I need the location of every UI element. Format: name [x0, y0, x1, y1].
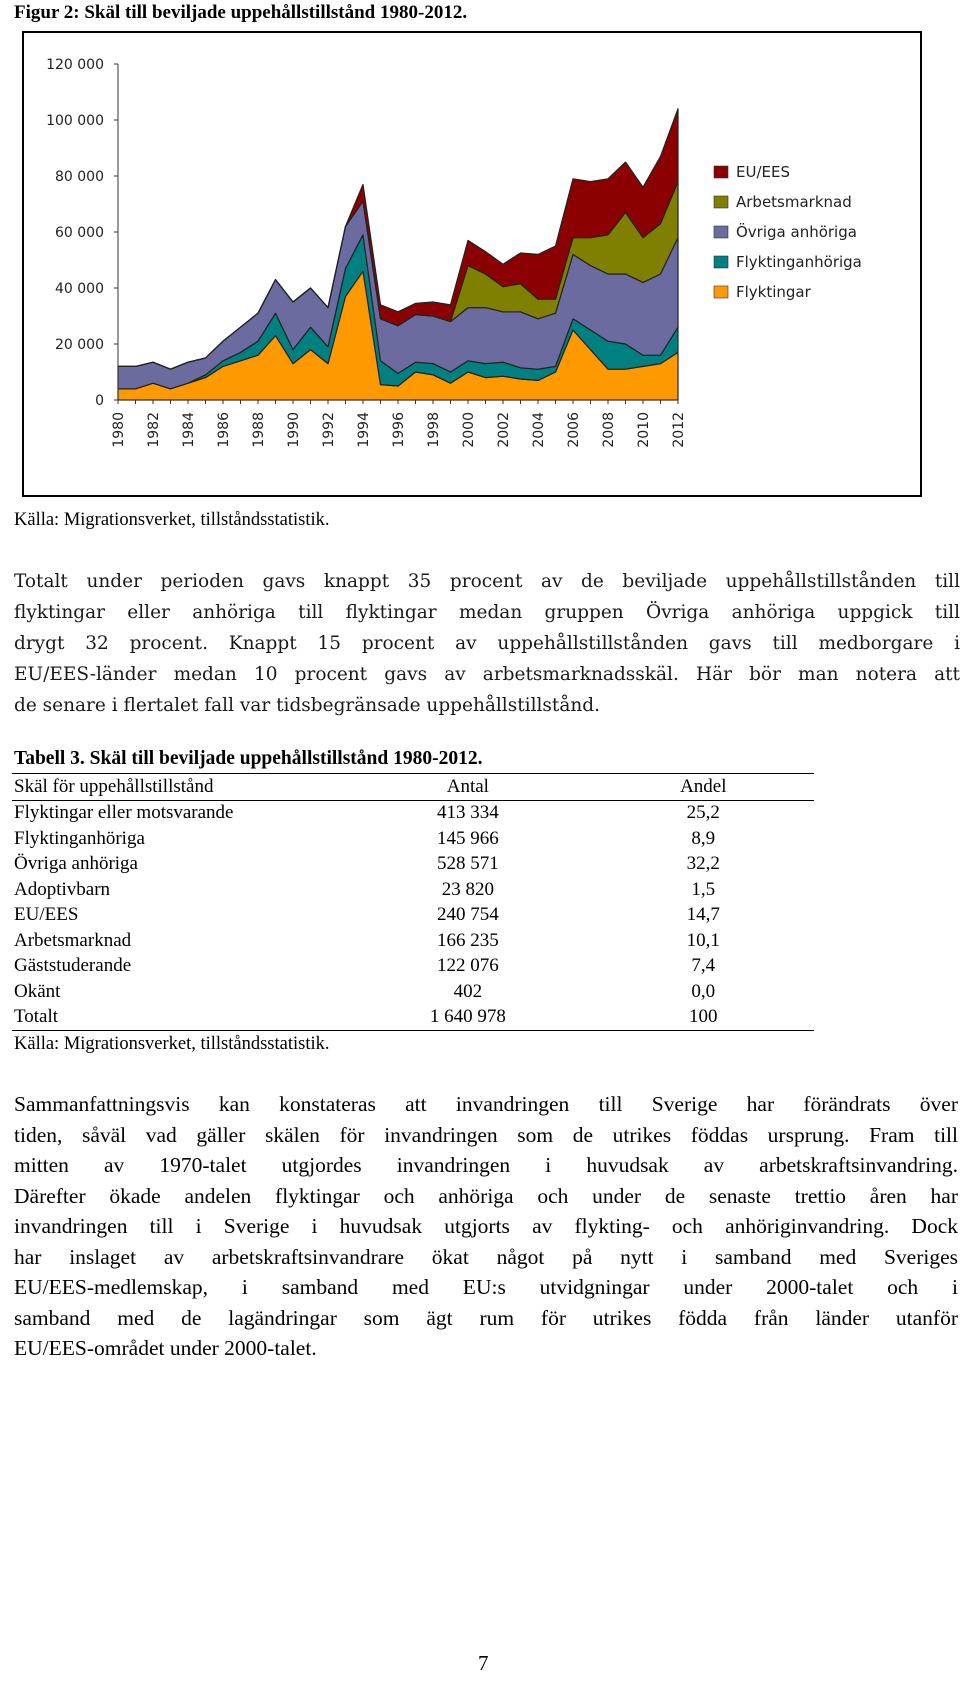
- y-tick-label: 0: [95, 393, 104, 409]
- paragraph-2: [14, 1089, 958, 1364]
- table-cell: 122 076: [436, 955, 499, 977]
- table-cell: 413 334: [436, 802, 499, 824]
- table-cell: 10,1: [686, 929, 720, 951]
- table-row: [12, 826, 814, 852]
- x-tick-label: 1988: [251, 412, 267, 448]
- table-row: [12, 928, 814, 954]
- figure-source: Källa: Migrationsverket, tillståndsstatistik.: [14, 510, 330, 530]
- table-cell: EU/EES: [14, 904, 79, 926]
- legend-label: EU/EES: [736, 163, 790, 181]
- paragraph-line: Totalt under perioden gavs knappt 35 procent av de beviljade uppehållstillstånden till: [14, 571, 960, 592]
- x-tick-label: 2004: [531, 412, 547, 448]
- x-tick-label: 1984: [181, 412, 197, 448]
- y-tick-label: 80 000: [55, 169, 104, 185]
- stacked-area-chart: [24, 33, 920, 495]
- table-cell: Övriga anhöriga: [14, 853, 138, 875]
- legend-label: Flyktingar: [736, 283, 811, 301]
- table-title: Tabell 3. Skäl till beviljade uppehållstillstånd 1980-2012.: [14, 748, 483, 769]
- table-cell: Okänt: [14, 980, 61, 1002]
- x-tick-label: 1986: [216, 412, 232, 448]
- table-cell: 166 235: [436, 929, 499, 951]
- table-row: [12, 800, 814, 826]
- x-tick-label: 2000: [461, 412, 477, 448]
- x-tick-label: 1998: [426, 412, 442, 448]
- legend-swatch: [714, 286, 728, 298]
- column-header: Antal: [343, 774, 592, 801]
- x-tick-label: 1990: [286, 412, 302, 448]
- table-cell: 145 966: [436, 827, 499, 849]
- legend-swatch: [714, 256, 728, 268]
- x-tick-label: 1992: [321, 412, 337, 448]
- table-cell: 25,2: [686, 802, 720, 824]
- table-cell: 100: [593, 1005, 814, 1031]
- page-number: 7: [478, 1651, 489, 1675]
- legend-swatch: [714, 226, 728, 238]
- y-tick-label: 20 000: [55, 337, 104, 353]
- x-tick-label: 1980: [111, 412, 127, 448]
- table-source: Källa: Migrationsverket, tillståndsstatistik.: [14, 1034, 330, 1054]
- table-cell: Gäststuderande: [14, 955, 132, 977]
- chart-areas: [118, 109, 678, 400]
- table-cell: Arbetsmarknad: [14, 929, 132, 951]
- legend-label: Arbetsmarknad: [736, 193, 852, 211]
- x-tick-label: 1996: [391, 412, 407, 448]
- table-cell: 32,2: [686, 853, 720, 875]
- chart-legend: [714, 163, 862, 301]
- table-cell: 7,4: [691, 955, 716, 977]
- table-cell: 240 754: [436, 904, 499, 926]
- table-row: [12, 954, 814, 980]
- paragraph-line: tiden, såväl vad gäller skälen för invandringen som de utrikes föddas ursprung. Fram till: [14, 1122, 958, 1147]
- y-tick-label: 120 000: [46, 57, 104, 73]
- table-cell: Flyktingar eller motsvarande: [14, 802, 234, 824]
- x-tick-label: 2006: [566, 412, 582, 448]
- reasons-table: [12, 773, 814, 1031]
- table-cell: Flyktinganhöriga: [14, 827, 145, 849]
- column-header: Skäl för uppehållstillstånd: [12, 774, 343, 801]
- paragraph-line: EU/EES-medlemskap, i samband med EU:s utvidgningar under 2000-talet och i: [14, 1275, 958, 1299]
- table-cell: 1,5: [691, 878, 716, 900]
- paragraph-line: mitten av 1970-talet utgjordes invandringen i huvudsak av arbetskraftsinvandring.: [14, 1153, 958, 1177]
- legend-swatch: [714, 196, 728, 208]
- table-cell: 0,0: [691, 980, 716, 1002]
- paragraph-line: de senare i flertalet fall var tidsbegränsade uppehållstillstånd.: [14, 695, 601, 716]
- paragraph-line: Därefter ökade andelen flyktingar och anhöriga och under de senaste trettio åren har: [14, 1183, 958, 1208]
- legend-label: Flyktinganhöriga: [736, 253, 862, 271]
- paragraph-1: [14, 566, 960, 721]
- table-cell: 402: [453, 980, 483, 1002]
- table-row: [12, 877, 814, 903]
- table-row: [12, 979, 814, 1005]
- table-cell: 23 820: [441, 878, 494, 900]
- paragraph-line: drygt 32 procent. Knappt 15 procent av uppehållstillstånden gavs till medborgare i: [14, 633, 960, 654]
- table-header-row: [12, 774, 814, 801]
- y-tick-label: 40 000: [55, 281, 104, 297]
- table-cell: Adoptivbarn: [14, 878, 111, 900]
- y-tick-label: 100 000: [46, 113, 104, 129]
- paragraph-line: samband med de lagändringar som ägt rum för utrikes födda från länder utanför: [14, 1305, 958, 1330]
- table-row-total: [12, 1005, 814, 1031]
- table-row: [12, 903, 814, 929]
- x-tick-label: 2012: [671, 412, 687, 448]
- paragraph-line: EU/EES-länder medan 10 procent gavs av arbetsmarknadsskäl. Här bör man notera att: [14, 664, 960, 685]
- x-tick-label: 1994: [356, 412, 372, 448]
- paragraph-line: invandringen till i Sverige i huvudsak utgjorts av flykting- och anhöriginvandring. Dock: [14, 1214, 958, 1238]
- x-tick-label: 2008: [601, 412, 617, 448]
- paragraph-line: har inslaget av arbetskraftsinvandrare ökat något på nytt i samband med Sveriges: [14, 1244, 958, 1269]
- column-header: Andel: [593, 774, 814, 801]
- table-cell: Totalt: [12, 1005, 343, 1031]
- x-tick-label: 2002: [496, 412, 512, 448]
- figure-title: Figur 2: Skäl till beviljade uppehållstillstånd 1980-2012.: [14, 2, 468, 23]
- paragraph-line: Sammanfattningsvis kan konstateras att invandringen till Sverige har förändrats över: [14, 1092, 958, 1116]
- table-cell: 8,9: [691, 827, 716, 849]
- paragraph-line: EU/EES-området under 2000-talet.: [14, 1336, 317, 1360]
- chart-frame: [22, 31, 922, 497]
- y-tick-label: 60 000: [55, 225, 104, 241]
- x-tick-label: 1982: [146, 412, 162, 448]
- legend-swatch: [714, 166, 728, 178]
- table-cell: 1 640 978: [343, 1005, 592, 1031]
- legend-label: Övriga anhöriga: [736, 223, 857, 241]
- table-row: [12, 852, 814, 878]
- paragraph-line: flyktingar eller anhöriga till flyktingar medan gruppen Övriga anhöriga uppgick till: [14, 602, 960, 623]
- table-cell: 528 571: [436, 853, 499, 875]
- x-tick-label: 2010: [636, 412, 652, 448]
- table-cell: 14,7: [686, 904, 720, 926]
